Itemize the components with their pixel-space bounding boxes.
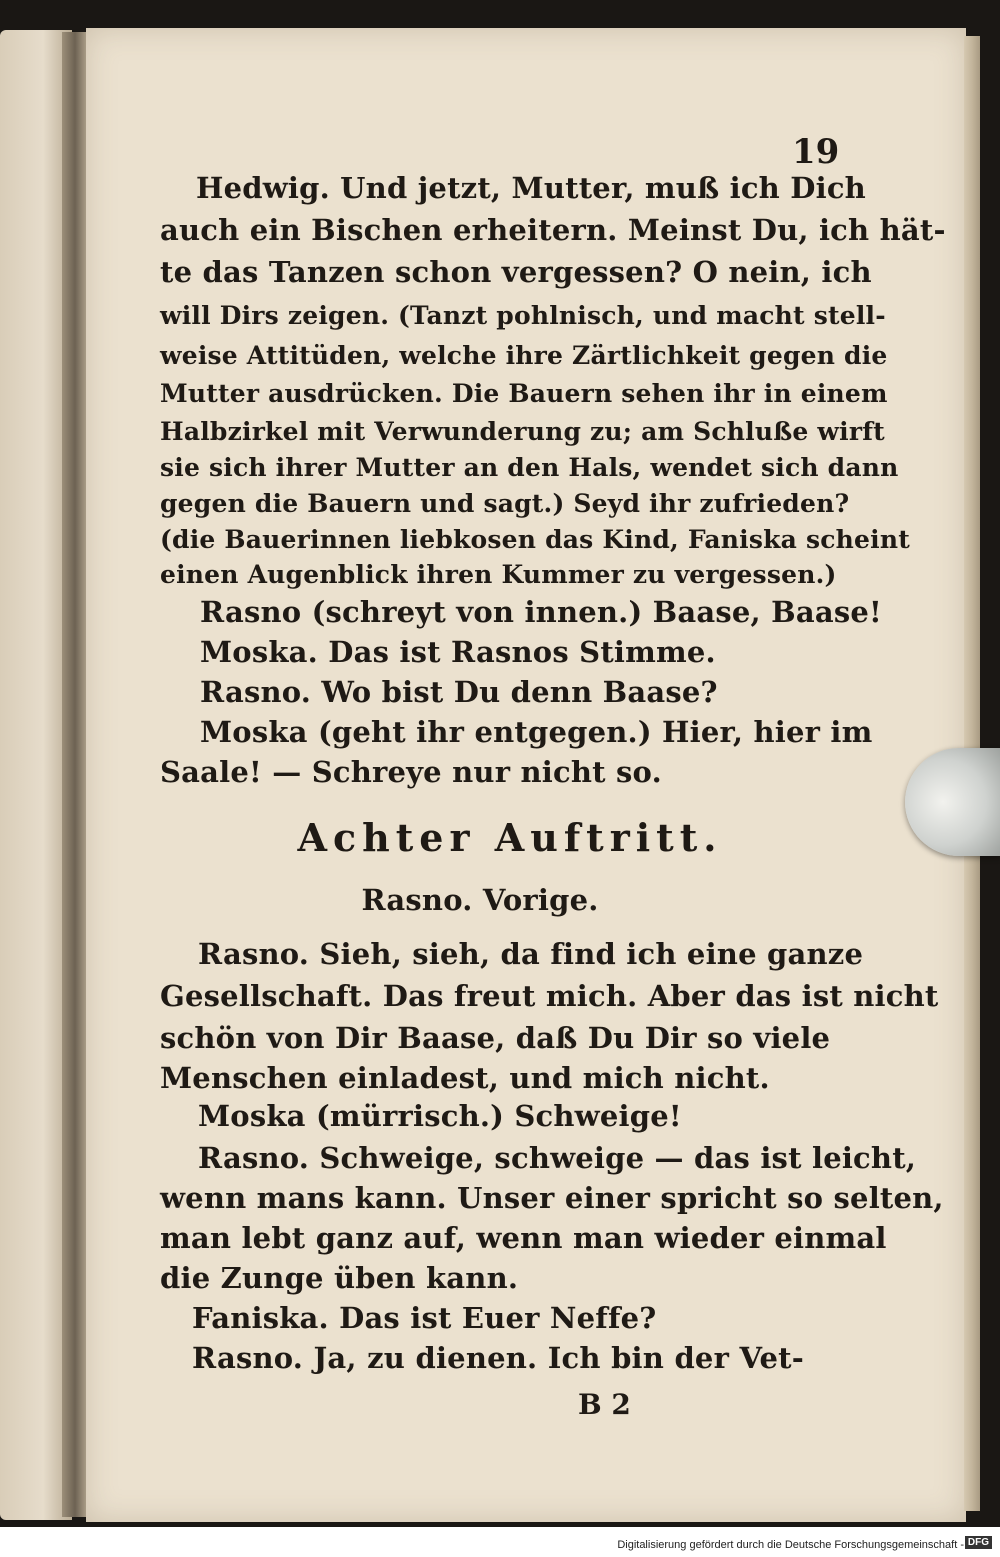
book-spine (62, 32, 88, 1517)
footer-credit: Digitalisierung gefördert durch die Deutsche Forschungsgemeinschaft - (617, 1539, 964, 1551)
text-line: man lebt ganz auf, wenn man wieder einmal (160, 1221, 887, 1255)
page-number: 19 (792, 132, 840, 172)
text-line: Hedwig. Und jetzt, Mutter, muß ich Dich (196, 171, 866, 205)
text-line: schön von Dir Baase, daß Du Dir so viele (160, 1021, 831, 1055)
text-line: Rasno. Wo bist Du denn Baase? (200, 675, 718, 709)
text-line: (die Bauerinnen liebkosen das Kind, Faniska scheint (160, 525, 910, 554)
text-line: einen Augenblick ihren Kummer zu vergessen.) (160, 560, 837, 589)
text-line: wenn mans kann. Unser einer spricht so selten, (160, 1181, 944, 1215)
text-line: Menschen einladest, und mich nicht. (160, 1061, 770, 1095)
text-line: Mutter ausdrücken. Die Bauern sehen ihr in einem (160, 379, 888, 408)
text-line: sie sich ihrer Mutter an den Hals, wendet sich dann (160, 453, 899, 482)
text-line: Moska. Das ist Rasnos Stimme. (200, 635, 716, 669)
text-line: Halbzirkel mit Verwunderung zu; am Schluße wirft (160, 417, 885, 446)
text-line: Saale! — Schreye nur nicht so. (160, 755, 662, 789)
text-line: Rasno. Ja, zu dienen. Ich bin der Vet- (192, 1341, 804, 1375)
text-line: will Dirs zeigen. (Tanzt pohlnisch, und macht stell- (160, 301, 886, 330)
scene-characters: Rasno. Vorige. (361, 883, 599, 917)
signature-mark: B 2 (578, 1388, 631, 1421)
scene-heading: Achter Auftritt. (297, 815, 723, 860)
text-line: auch ein Bischen erheitern. Meinst Du, ich hät- (160, 213, 946, 247)
text-line: Moska (geht ihr entgegen.) Hier, hier im (200, 715, 873, 749)
text-line: weise Attitüden, welche ihre Zärtlichkeit gegen die (160, 341, 888, 370)
text-line: Rasno. Schweige, schweige — das ist leicht, (198, 1141, 917, 1175)
text-line: Rasno (schreyt von innen.) Baase, Baase! (200, 595, 882, 629)
text-line: Moska (mürrisch.) Schweige! (198, 1099, 682, 1133)
text-line: Gesellschaft. Das freut mich. Aber das ist nicht (160, 979, 939, 1013)
text-line: Faniska. Das ist Euer Neffe? (192, 1301, 657, 1335)
text-line: Rasno. Sieh, sieh, da find ich eine ganze (198, 937, 864, 971)
text-line: gegen die Bauern und sagt.) Seyd ihr zufrieden? (160, 489, 850, 518)
dfg-logo: DFG (965, 1536, 992, 1549)
text-line: die Zunge üben kann. (160, 1261, 519, 1295)
text-line: te das Tanzen schon vergessen? O nein, ich (160, 255, 872, 289)
